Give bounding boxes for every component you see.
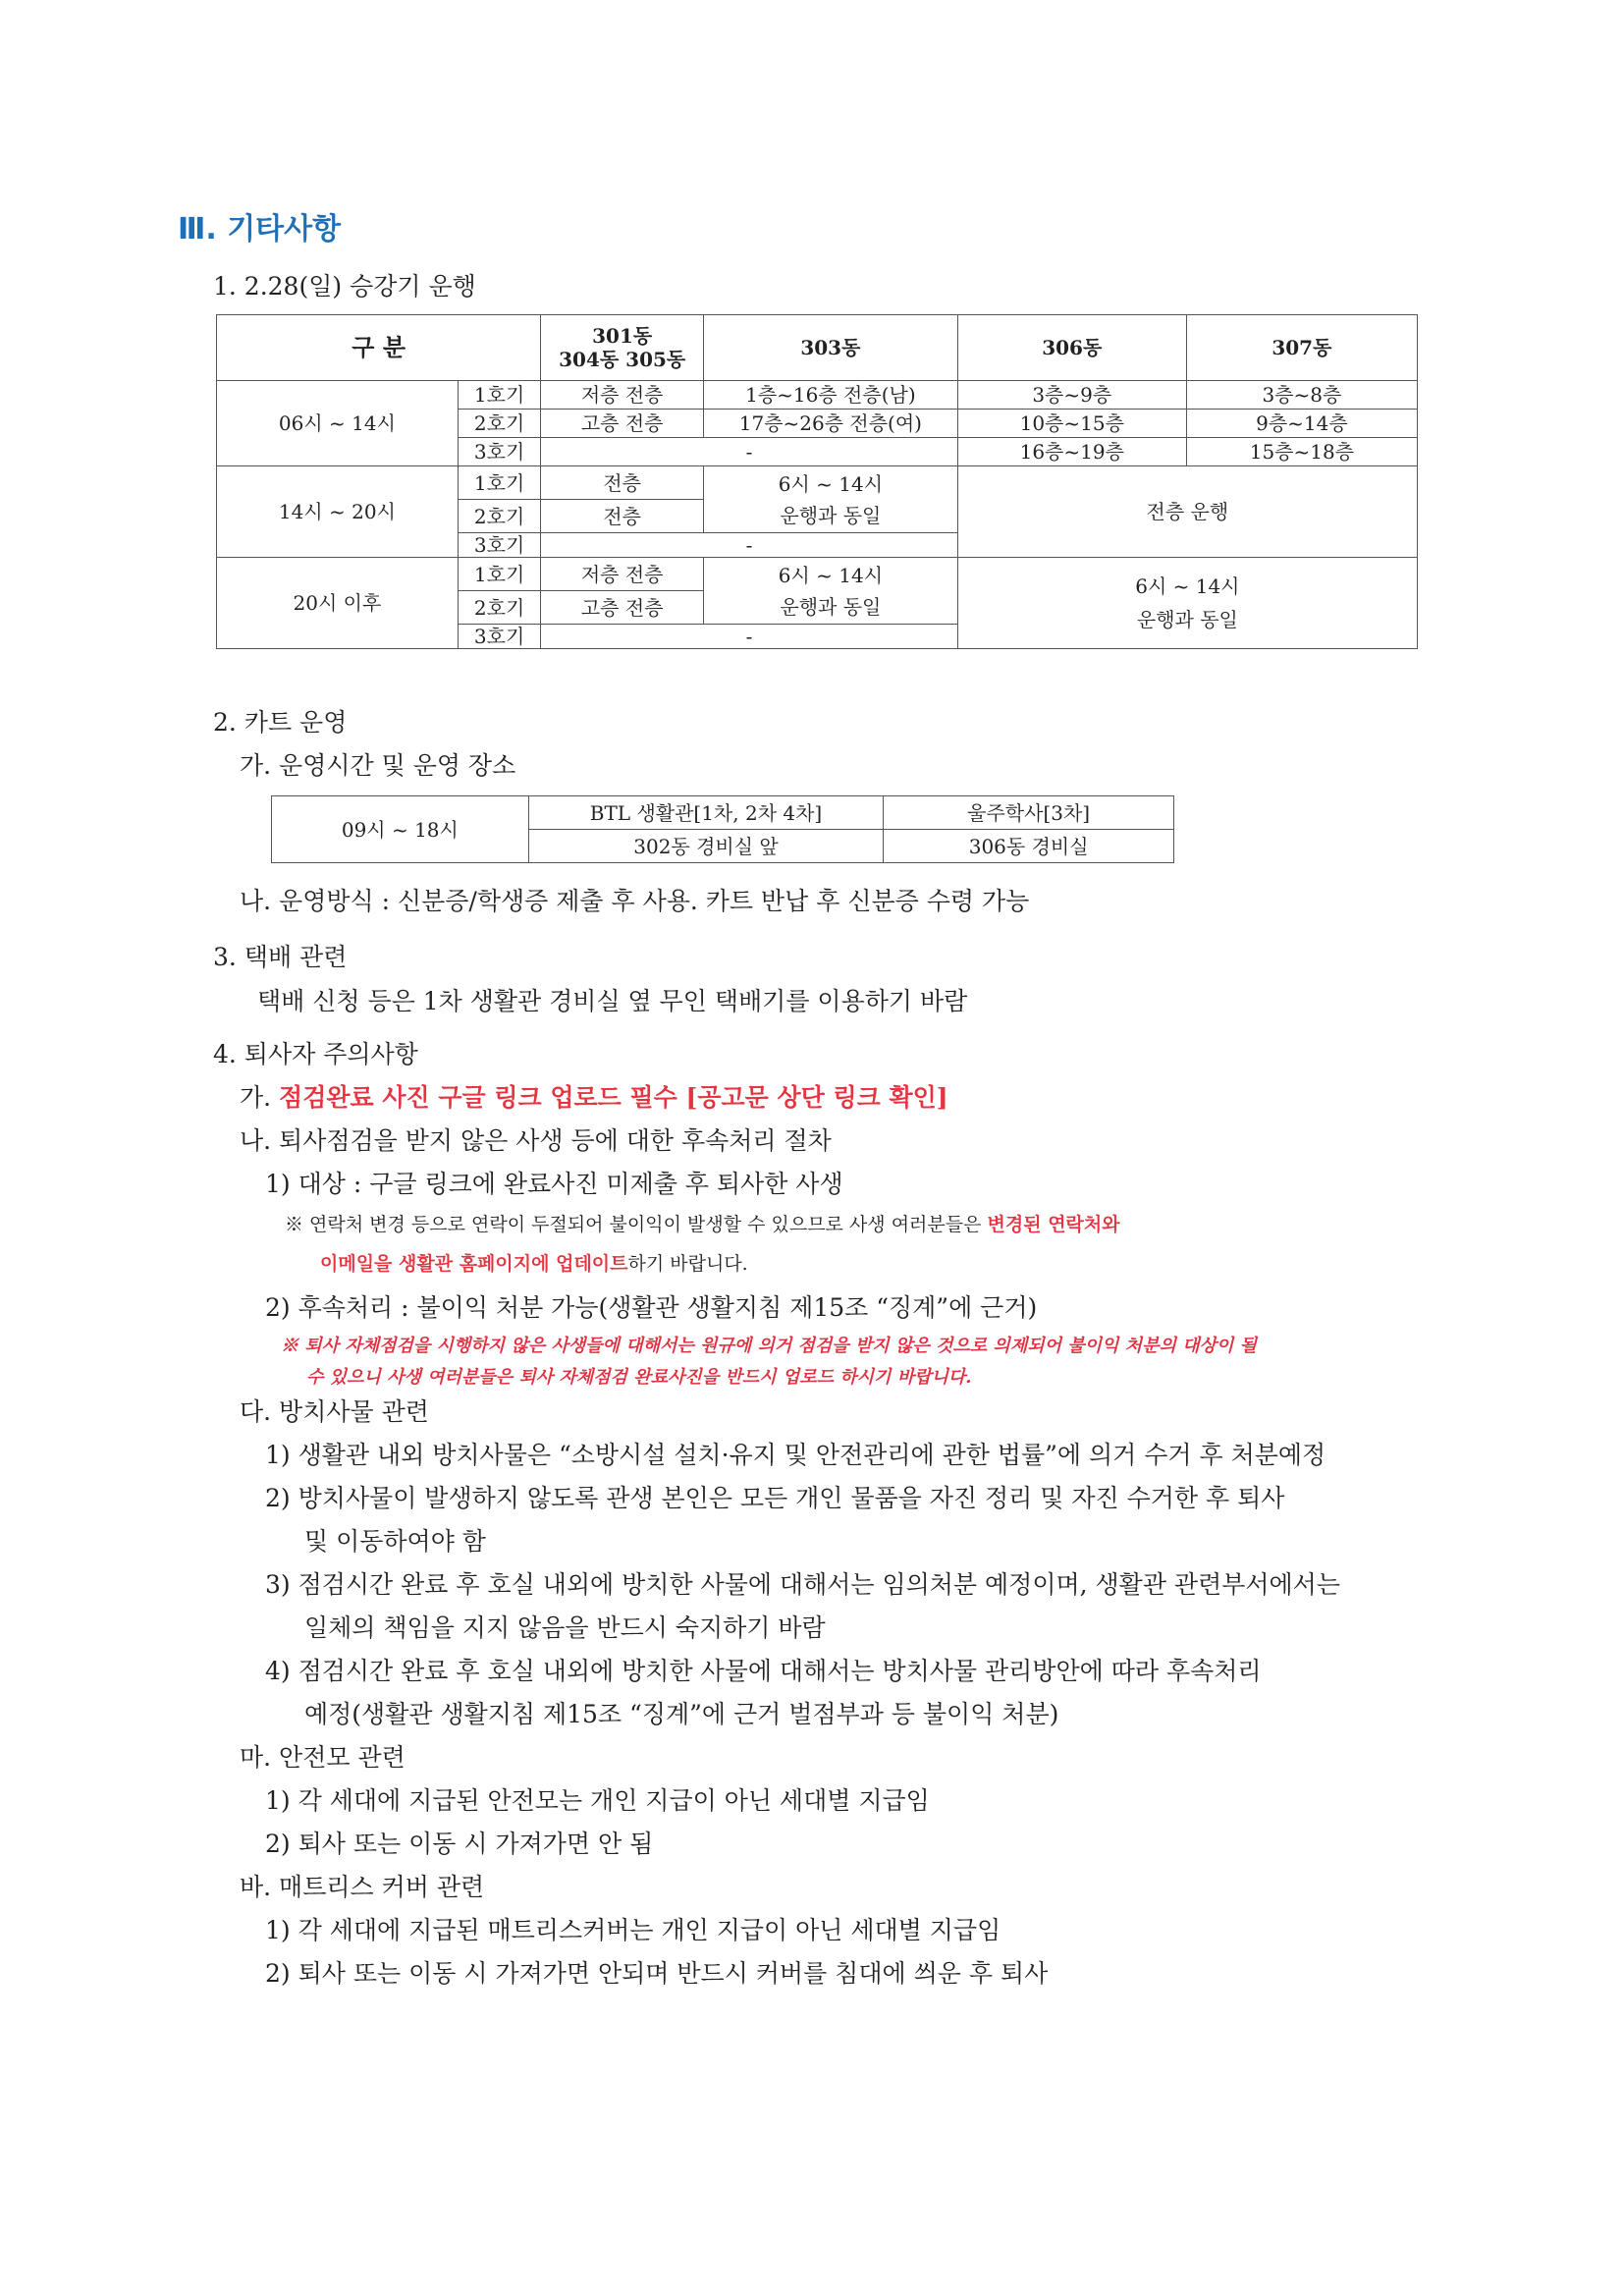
table-cell: 302동 경비실 앞 [528, 830, 884, 863]
table-cell: 6시 ~ 14시 운행과 동일 [704, 466, 958, 533]
moveout-item-b2: 2) 후속처리 : 불이익 처분 가능(생활관 생활지침 제15조 “징계”에 근거) [265, 1293, 1038, 1322]
table-cell: BTL 생활관[1차, 2차 4차] [528, 796, 884, 830]
moveout-item-e2: 2) 퇴사 또는 이동 시 가져가면 안되며 반드시 커버를 침대에 씌운 후 퇴사 [265, 1959, 1049, 1988]
table-cell: 6시 ~ 14시 운행과 동일 [704, 558, 958, 625]
table-cell: 16층~19층 [957, 438, 1186, 466]
table-cell: 1층~16층 전층(남) [704, 381, 958, 410]
moveout-item-a: 가. 점검완료 사진 구글 링크 업로드 필수 [공고문 상단 링크 확인] [240, 1083, 948, 1112]
unit-cell: 1호기 [458, 558, 540, 591]
table-cell: - [541, 625, 957, 649]
unit-cell: 3호기 [458, 533, 540, 558]
table-cell: 6시 ~ 14시 운행과 동일 [957, 558, 1417, 649]
moveout-item-d1: 1) 각 세대에 지급된 안전모는 개인 지급이 아닌 세대별 지급임 [265, 1786, 930, 1815]
moveout-item-e: 바. 매트리스 커버 관련 [240, 1873, 485, 1901]
moveout-b2-note-line1: ※ 퇴사 자체점검을 시행하지 않은 사생들에 대해서는 원규에 의거 점검을 받지 않은 것으로 의제되어 불이익 처분의 대상이 될 [281, 1336, 1257, 1356]
header-building-307: 307동 [1186, 315, 1417, 381]
section-title: Ⅲ. 기타사항 [178, 212, 342, 246]
unit-cell: 1호기 [458, 381, 540, 410]
table-cell: 고층 전층 [541, 410, 704, 438]
table-cell: 9층~14층 [1186, 410, 1417, 438]
table-cell: 306동 경비실 [884, 830, 1174, 863]
cart-sub-a: 가. 운영시간 및 운영 장소 [240, 751, 516, 780]
table-cell: 15층~18층 [1186, 438, 1417, 466]
period-cell: 06시 ~ 14시 [217, 381, 459, 466]
unit-cell: 3호기 [458, 438, 540, 466]
moveout-b1-note-line1: ※ 연락처 변경 등으로 연락이 두절되어 불이익이 발생할 수 있으므로 사생 여러분들은 변경된 연락처와 [285, 1214, 1120, 1235]
table-cell: 전층 [541, 500, 704, 533]
elevator-heading: 1. 2.28(일) 승강기 운행 [213, 272, 476, 301]
moveout-item-c2-cont: 및 이동하여야 함 [304, 1527, 486, 1556]
header-building-301: 301동 304동 305동 [541, 315, 704, 381]
moveout-item-b: 나. 퇴사점검을 받지 않은 사생 등에 대한 후속처리 절차 [240, 1126, 832, 1155]
cart-time: 09시 ~ 18시 [272, 796, 529, 863]
cart-heading: 2. 카트 운영 [213, 708, 348, 737]
moveout-item-c3-cont: 일체의 책임을 지지 않음을 반드시 숙지하기 바람 [304, 1613, 826, 1642]
table-cell: 전층 운행 [957, 466, 1417, 558]
header-building-306: 306동 [957, 315, 1186, 381]
parcel-heading: 3. 택배 관련 [213, 943, 348, 971]
period-cell: 14시 ~ 20시 [217, 466, 459, 558]
table-cell: 3층~9층 [957, 381, 1186, 410]
moveout-item-c1: 1) 생활관 내외 방치사물은 “소방시설 설치·유지 및 안전관리에 관한 법률”에 의거 수거 후 처분예정 [265, 1441, 1326, 1469]
moveout-item-c3: 3) 점검시간 완료 후 호실 내외에 방치한 사물에 대해서는 임의처분 예정이며, 생활관 관련부서에서는 [265, 1570, 1340, 1599]
moveout-item-d: 마. 안전모 관련 [240, 1743, 406, 1772]
unit-cell: 3호기 [458, 625, 540, 649]
moveout-b1-note-line2: 이메일을 생활관 홈페이지에 업데이트하기 바랍니다. [320, 1253, 748, 1275]
moveout-item-c: 다. 방치사물 관련 [240, 1397, 429, 1426]
moveout-item-c4: 4) 점검시간 완료 후 호실 내외에 방치한 사물에 대해서는 방치사물 관리방안에 따라 후속처리 [265, 1657, 1262, 1685]
table-cell: 고층 전층 [541, 591, 704, 625]
table-cell: 3층~8층 [1186, 381, 1417, 410]
moveout-item-e1: 1) 각 세대에 지급된 매트리스커버는 개인 지급이 아닌 세대별 지급임 [265, 1916, 1001, 1944]
elevator-table [216, 314, 1418, 649]
moveout-item-b1: 1) 대상 : 구글 링크에 완료사진 미제출 후 퇴사한 사생 [265, 1170, 843, 1198]
unit-cell: 2호기 [458, 591, 540, 625]
cart-table [271, 795, 1174, 863]
moveout-b2-note-line2: 수 있으니 사생 여러분들은 퇴사 자체점검 완료사진을 반드시 업로드 하시기 바랍니다. [306, 1367, 972, 1388]
table-cell: - [541, 533, 957, 558]
moveout-item-c2: 2) 방치사물이 발생하지 않도록 관생 본인은 모든 개인 물품을 자진 정리 및 자진 수거한 후 퇴사 [265, 1484, 1285, 1512]
moveout-heading: 4. 퇴사자 주의사항 [213, 1040, 418, 1068]
table-cell: 17층~26층 전층(여) [704, 410, 958, 438]
table-cell: 저층 전층 [541, 558, 704, 591]
table-cell: - [541, 438, 957, 466]
parcel-text: 택배 신청 등은 1차 생활관 경비실 옆 무인 택배기를 이용하기 바람 [257, 987, 968, 1015]
table-cell: 10층~15층 [957, 410, 1186, 438]
period-cell: 20시 이후 [217, 558, 459, 649]
header-category: 구 분 [217, 315, 541, 381]
unit-cell: 2호기 [458, 500, 540, 533]
header-building-303: 303동 [704, 315, 958, 381]
moveout-item-d2: 2) 퇴사 또는 이동 시 가져가면 안 됨 [265, 1830, 654, 1858]
moveout-item-c4-cont: 예정(생활관 생활지침 제15조 “징계”에 근거 벌점부과 등 불이익 처분) [304, 1700, 1059, 1728]
unit-cell: 2호기 [458, 410, 540, 438]
table-cell: 울주학사[3차] [884, 796, 1174, 830]
table-cell: 저층 전층 [541, 381, 704, 410]
cart-sub-b: 나. 운영방식 : 신분증/학생증 제출 후 사용. 카트 반납 후 신분증 수령 가능 [240, 887, 1030, 915]
unit-cell: 1호기 [458, 466, 540, 500]
table-cell: 전층 [541, 466, 704, 500]
